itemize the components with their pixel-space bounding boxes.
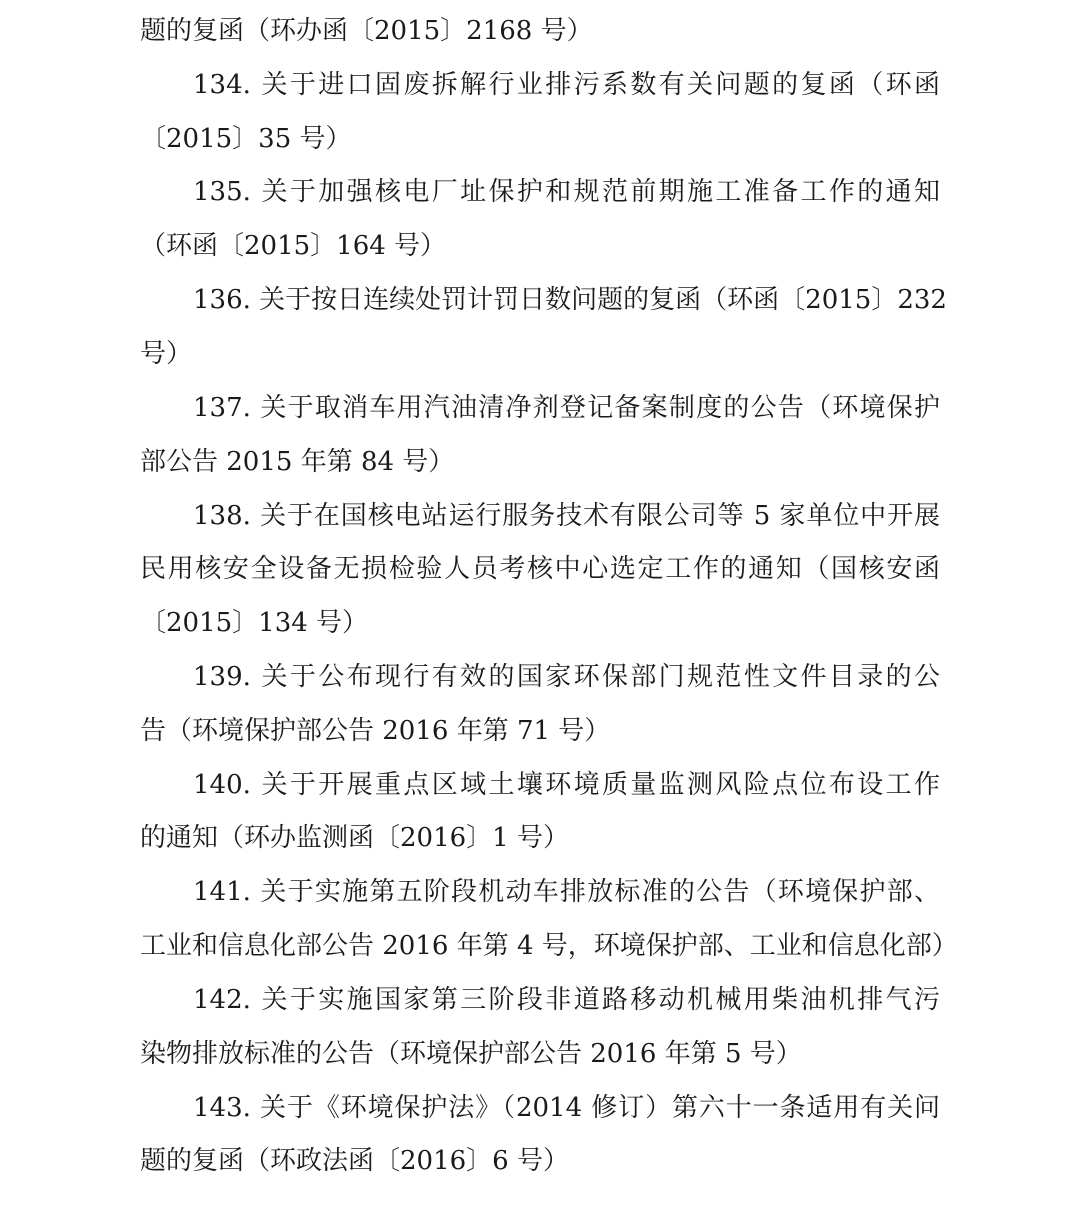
list-item-140-line-1: 140. 关于开展重点区域土壤环境质量监测风险点位布设工作 [193, 770, 940, 800]
list-item-138-line-1: 138. 关于在国核电站运行服务技术有限公司等 5 家单位中开展 [193, 501, 940, 531]
list-item-143-line-1: 143. 关于《环境保护法》（2014 修订）第六十一条适用有关问 [193, 1093, 940, 1123]
list-item-143-line-2: 题的复函（环政法函〔2016〕6 号） [140, 1146, 569, 1176]
text-line: 题的复函（环办函〔2015〕2168 号） [140, 16, 593, 46]
list-item-135-line-1: 135. 关于加强核电厂址保护和规范前期施工准备工作的通知 [193, 177, 940, 207]
list-item-136-line-2: 号） [140, 339, 193, 369]
list-item-137-line-1: 137. 关于取消车用汽油清净剂登记备案制度的公告（环境保护 [193, 393, 940, 423]
list-item-142-line-1: 142. 关于实施国家第三阶段非道路移动机械用柴油机排气污 [193, 985, 940, 1015]
list-item-135-line-2: （环函〔2015〕164 号） [140, 231, 447, 261]
list-item-134-line-1: 134. 关于进口固废拆解行业排污系数有关问题的复函（环函 [193, 70, 940, 100]
list-item-139-line-2: 告（环境保护部公告 2016 年第 71 号） [140, 716, 611, 746]
list-item-138-line-3: 〔2015〕134 号） [140, 608, 369, 638]
list-item-141-line-1: 141. 关于实施第五阶段机动车排放标准的公告（环境保护部、 [193, 877, 940, 907]
list-item-140-line-2: 的通知（环办监测函〔2016〕1 号） [140, 823, 569, 853]
list-item-142-line-2: 染物排放标准的公告（环境保护部公告 2016 年第 5 号） [140, 1039, 802, 1069]
list-item-137-line-2: 部公告 2015 年第 84 号） [140, 447, 455, 477]
list-item-138-line-2: 民用核安全设备无损检验人员考核中心选定工作的通知（国核安函 [140, 554, 940, 584]
list-item-136-line-1: 136. 关于按日连续处罚计罚日数问题的复函（环函〔2015〕232 [193, 285, 947, 315]
list-item-139-line-1: 139. 关于公布现行有效的国家环保部门规范性文件目录的公 [193, 662, 940, 692]
list-item-134-line-2: 〔2015〕35 号） [140, 124, 352, 154]
list-item-141-line-2: 工业和信息化部公告 2016 年第 4 号，环境保护部、工业和信息化部） [140, 931, 958, 961]
